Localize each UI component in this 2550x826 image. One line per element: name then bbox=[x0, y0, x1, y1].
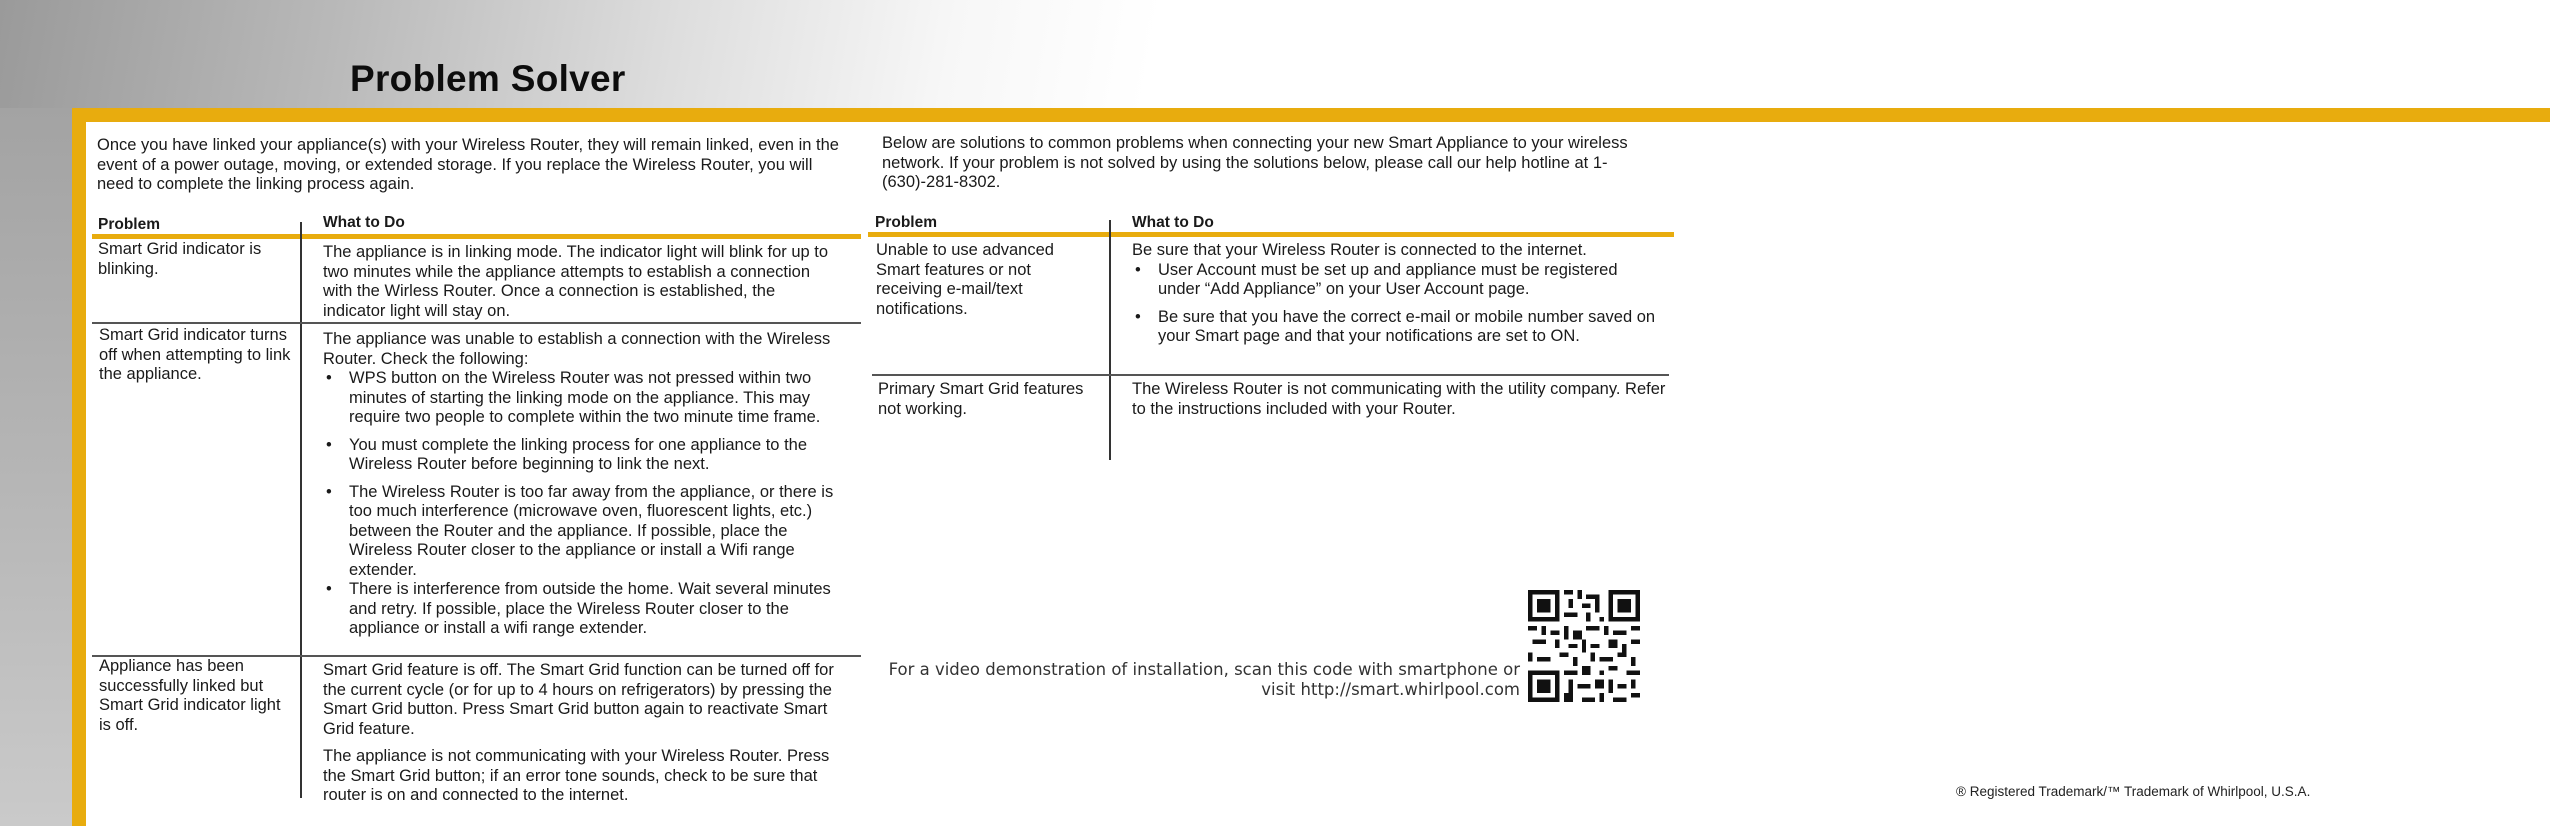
list-item: • WPS button on the Wireless Router was not pressed within two minutes of starting the linking mode on the appliance. This may require two people to complete within the two minute time frame. bbox=[323, 369, 851, 428]
list-item: • You must complete the linking process for one appliance to the Wireless Router before beginning to link the next. bbox=[323, 436, 851, 475]
right-row2-problem: Primary Smart Grid features not working. bbox=[878, 380, 1084, 418]
left-row1-problem: Smart Grid indicator is blinking. bbox=[98, 240, 262, 278]
right-row1-solution-intro: Be sure that your Wireless Router is connected to the internet. bbox=[1132, 241, 1587, 259]
list-item: • User Account must be set up and appliance must be registered under “Add Appliance” on your User Account page. bbox=[1132, 261, 1664, 300]
left-gradient-band bbox=[0, 108, 74, 826]
right-header-rule bbox=[868, 232, 1674, 237]
gold-left-bar bbox=[72, 108, 86, 826]
right-row-divider-1 bbox=[872, 374, 1669, 376]
left-row3-problem: Appliance has been successfully linked but Smart Grid indicator light is off. bbox=[99, 657, 281, 734]
left-header-rule bbox=[92, 234, 861, 239]
left-row2-bullet-list bbox=[323, 369, 851, 639]
right-row2-solution-text: The Wireless Router is not communicating with the utility company. Refer to the instructions included with your Router. bbox=[1132, 380, 1666, 418]
left-row3-solution-text-1: Smart Grid feature is off. The Smart Grid function can be turned off for the current cycle (or for up to 4 hours on refrigerators) by pressing the Smart Grid button. Press Smart Grid button again to reactivate Smart Grid feature. bbox=[323, 661, 834, 738]
page-title: Problem Solver bbox=[350, 58, 626, 99]
left-row2-solution bbox=[323, 330, 851, 647]
left-header-what-to-do: What to Do bbox=[323, 214, 405, 231]
qr-caption-line-1: For a video demonstration of installation, scan this code with smartphone or bbox=[888, 660, 1520, 679]
left-row1-solution bbox=[323, 243, 838, 329]
left-column-divider bbox=[300, 222, 302, 798]
right-row1-solution bbox=[1132, 241, 1664, 355]
intro-right: Below are solutions to common problems when connecting your new Smart Appliance to your wireless network. If your problem is not solved by using the solutions below, please call our help hotline at 1-(630)-281-8302. bbox=[882, 134, 1628, 191]
right-row2-solution bbox=[1132, 380, 1677, 427]
qr-caption bbox=[880, 660, 1520, 700]
right-header-what-to-do: What to Do bbox=[1132, 214, 1214, 231]
qr-caption-line-2[interactable]: visit http://smart.whirlpool.com bbox=[1261, 680, 1520, 699]
right-header-problem: Problem bbox=[875, 214, 938, 231]
left-row1-solution-text: The appliance is in linking mode. The indicator light will blink for up to two minutes while the appliance attempts to establish a connection with the Wirless Router. Once a connection is established, the indicator light will stay on. bbox=[323, 243, 829, 320]
right-column-divider bbox=[1109, 220, 1111, 460]
right-row1-bullet-list bbox=[1132, 261, 1664, 347]
left-header-problem: Problem bbox=[98, 216, 161, 233]
header-gradient bbox=[0, 0, 1350, 110]
list-item: • The Wireless Router is too far away from the appliance, or there is too much interference (microwave oven, fluorescent lights, etc.) between the Router and the appliance. If possible, place the Wireless Router closer to the appliance or install a Wifi range extender. bbox=[323, 483, 851, 581]
left-row2-solution-intro: The appliance was unable to establish a connection with the Wireless Router. Check the following: bbox=[323, 330, 831, 368]
left-row2-problem: Smart Grid indicator turns off when attempting to link the appliance. bbox=[99, 326, 291, 383]
qr-code-icon[interactable] bbox=[1528, 590, 1640, 702]
list-item: • Be sure that you have the correct e-mail or mobile number saved on your Smart page and that your notifications are set to ON. bbox=[1132, 308, 1664, 347]
left-row3-solution bbox=[323, 661, 838, 814]
list-item: • There is interference from outside the home. Wait several minutes and retry. If possible, place the Wireless Router closer to the appliance or install a wifi range extender. bbox=[323, 580, 851, 639]
gold-top-bar bbox=[72, 108, 2550, 122]
intro-left: Once you have linked your appliance(s) with your Wireless Router, they will remain linked, even in the event of a power outage, moving, or extended storage. If you replace the Wireless Router, you will need to complete the linking process again. bbox=[97, 136, 839, 193]
trademark-notice: ® Registered Trademark/™ Trademark of Whirlpool, U.S.A. bbox=[1956, 784, 2311, 799]
left-row3-solution-text-2: The appliance is not communicating with your Wireless Router. Press the Smart Grid button; if an error tone sounds, check to be sure that router is on and connected to the internet. bbox=[323, 747, 830, 804]
right-row1-problem: Unable to use advanced Smart features or not receiving e-mail/text notifications. bbox=[876, 241, 1054, 318]
